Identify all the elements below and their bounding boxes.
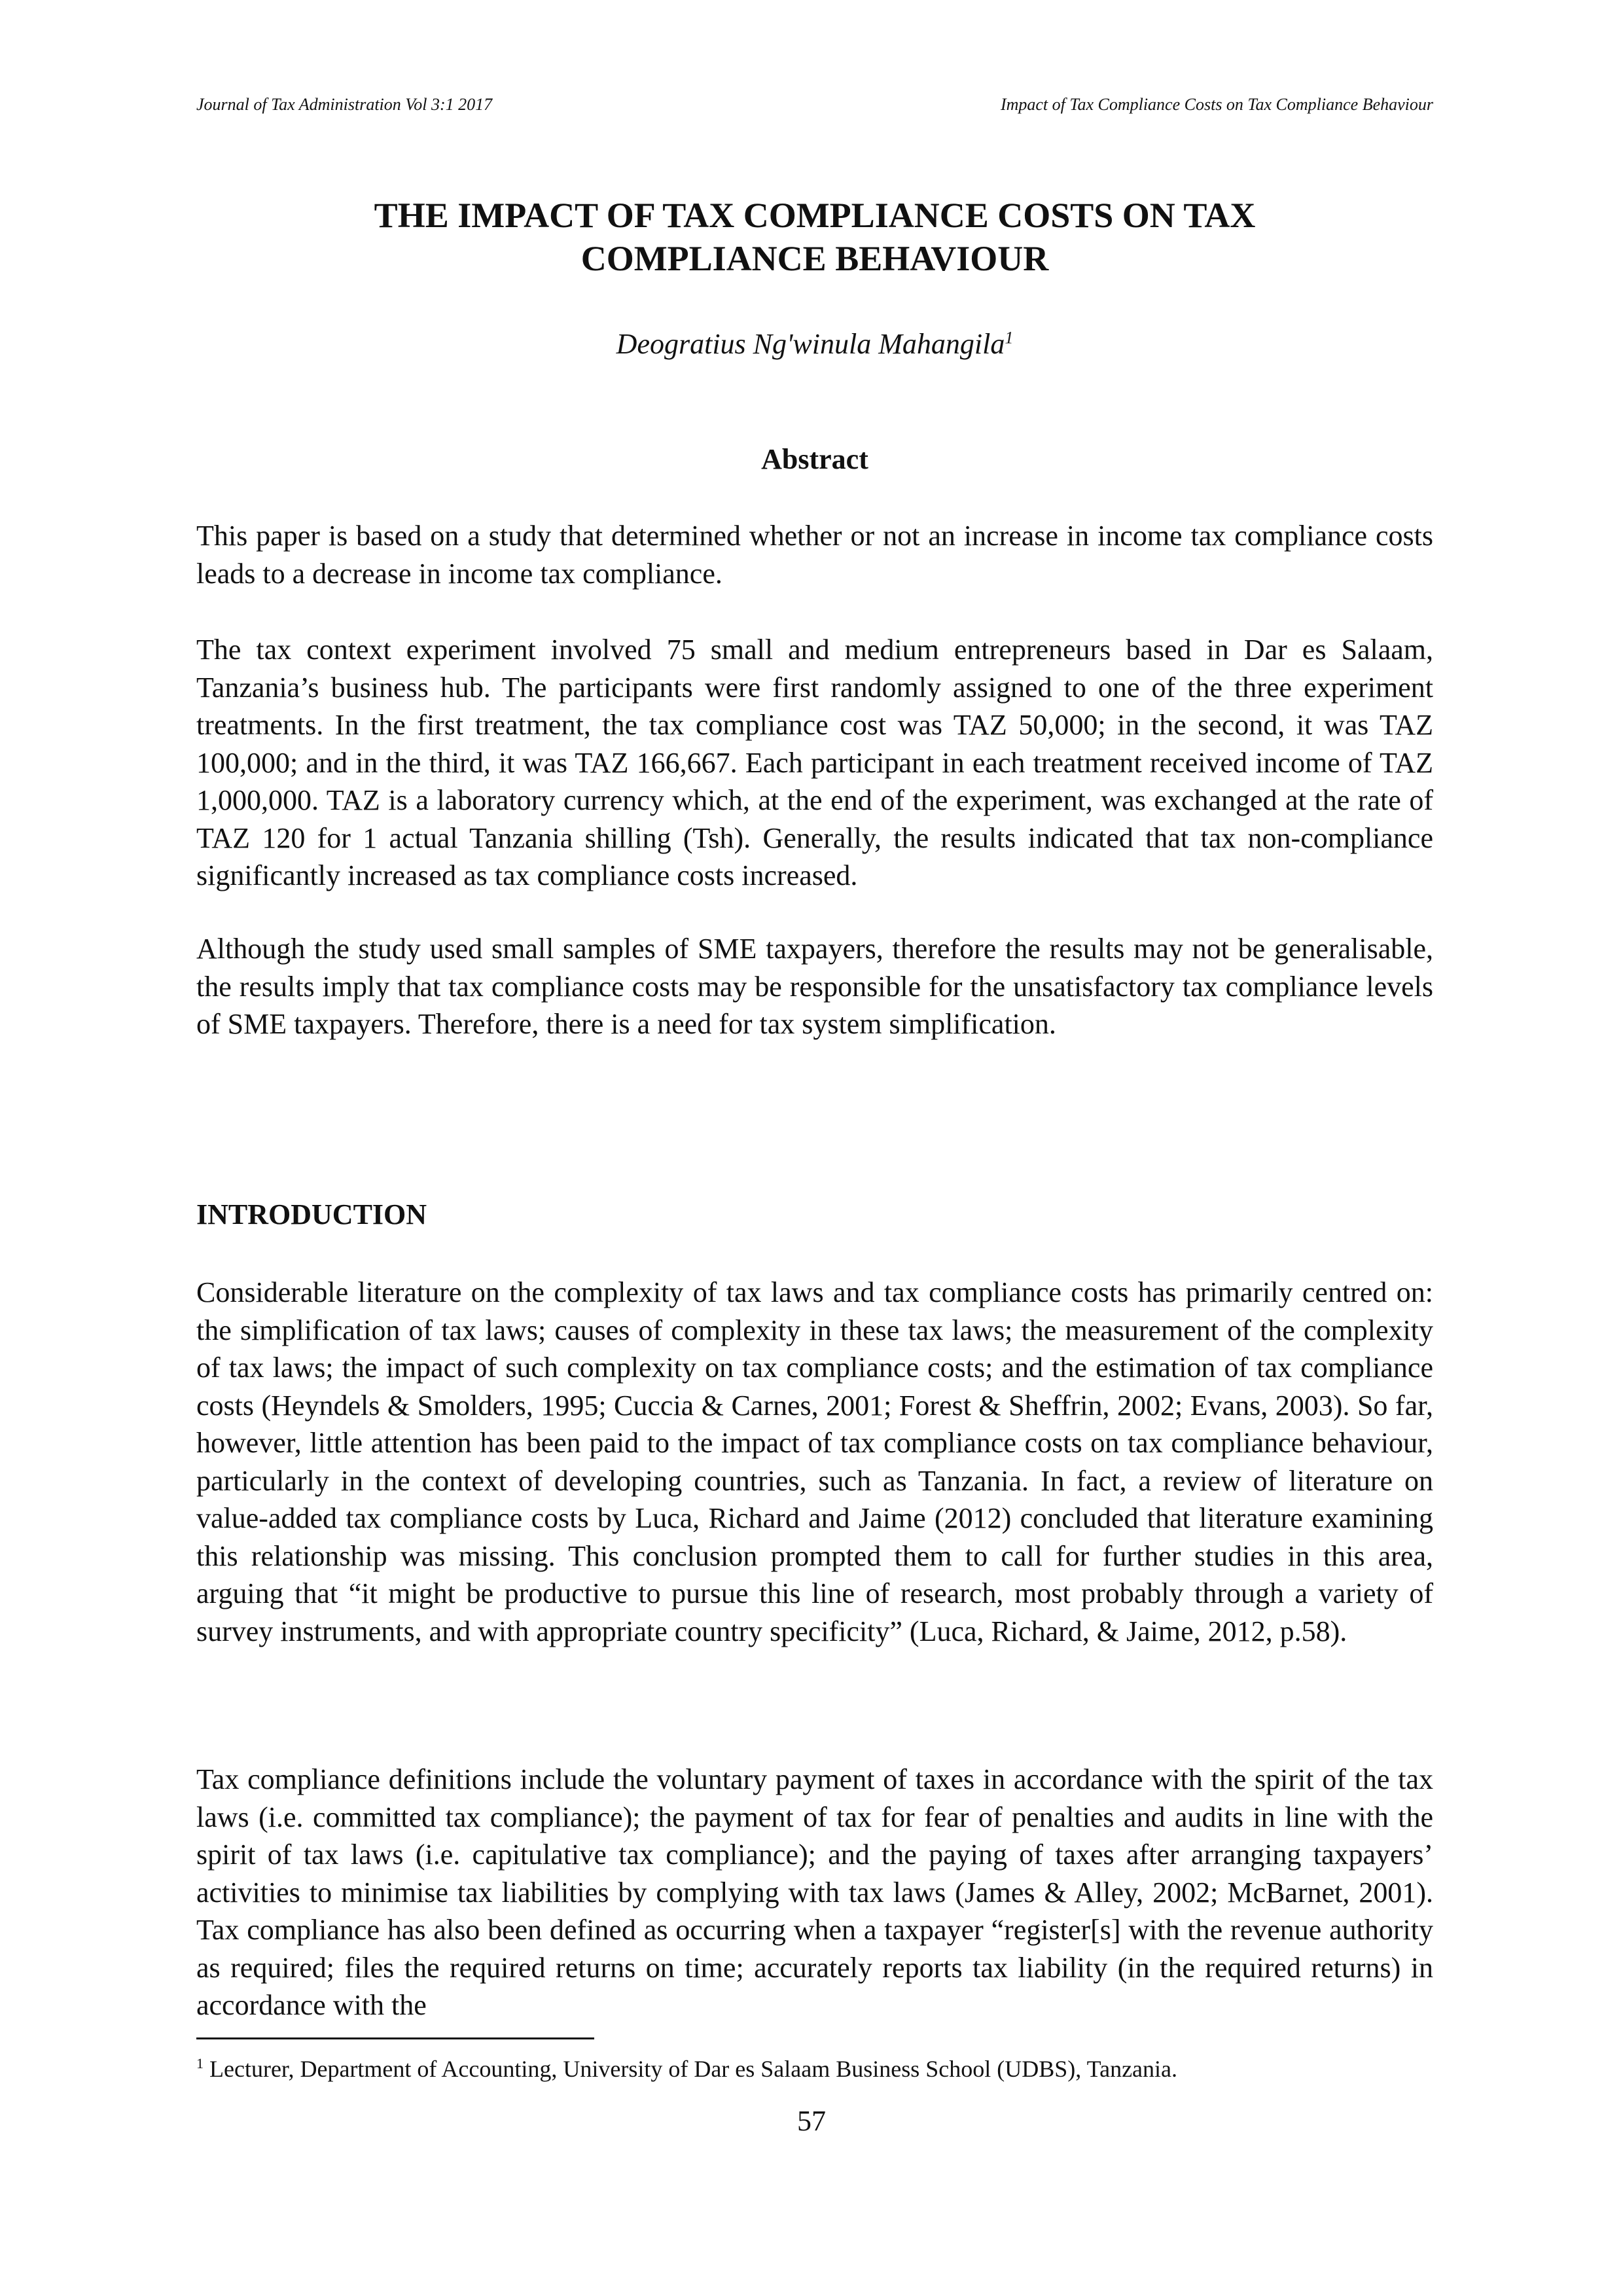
paper-title xyxy=(196,194,1433,280)
paper-title-line-1: THE IMPACT OF TAX COMPLIANCE COSTS ON TAX xyxy=(374,196,1256,235)
page-number: 57 xyxy=(797,2105,826,2137)
paper-title-line-2: COMPLIANCE BEHAVIOUR xyxy=(580,239,1049,278)
introduction-paragraph-2: Tax compliance definitions include the voluntary payment of taxes in accordance with the spirit of the tax laws (i.e. committed tax compliance); the payment of tax for fear of penalties and audits in line with the spirit of tax laws (i.e. capitulative tax compliance); and the paying of taxes after arranging taxpayers’ activities to minimise tax liabilities by complying with tax laws (James & Alley, 2002; McBarnet, 2001). Tax compliance has also been defined as occurring when a taxpayer “register[s] with the revenue authority as required; files the required returns on time; accurately reports tax liability (in the required returns) in accordance with the xyxy=(196,1763,1433,2021)
author-name: Deogratius Ng'winula Mahangila xyxy=(616,328,1005,360)
abstract-heading: Abstract xyxy=(761,443,868,475)
author-byline xyxy=(196,327,1433,361)
running-header-journal: Journal of Tax Administration Vol 3:1 2017 xyxy=(196,95,493,114)
footnote xyxy=(196,2055,1433,2083)
footnote-mark: 1 xyxy=(196,2055,204,2072)
abstract-paragraph-2: The tax context experiment involved 75 small and medium entrepreneurs based in Dar es Salaam, Tanzania’s business hub. The participants were first randomly assigned to one of the three experiment treatments. In the first treatment, the tax compliance cost was TAZ 50,000; in the second, it was TAZ 100,000; and in the third, it was TAZ 166,667. Each participant in each treatment received income of TAZ 1,000,000. TAZ is a laboratory currency which, at the end of the experiment, was exchanged at the rate of TAZ 120 for 1 actual Tanzania shilling (Tsh). Generally, the results indicated that tax non-compliance significantly increased as tax compliance costs increased. xyxy=(196,634,1433,891)
footnote-divider xyxy=(196,2037,594,2039)
author-footnote-mark[interactable]: 1 xyxy=(1005,328,1014,348)
running-header xyxy=(196,95,1433,115)
abstract-paragraph-1: This paper is based on a study that determined whether or not an increase in income tax compliance costs leads to a decrease in income tax compliance. xyxy=(196,520,1433,590)
running-header-short-title: Impact of Tax Compliance Costs on Tax Compliance Behaviour xyxy=(1000,95,1433,114)
footnote-text: Lecturer, Department of Accounting, University of Dar es Salaam Business School (UDBS), Tanzania. xyxy=(209,2056,1178,2082)
introduction-paragraph-1: Considerable literature on the complexity of tax laws and tax compliance costs has primarily centred on: the simplification of tax laws; causes of complexity in these tax laws; the measurement of the complexity of tax laws; the impact of such complexity on tax compliance costs; and the estimation of tax compliance costs (Heyndels & Smolders, 1995; Cuccia & Carnes, 2001; Forest & Sheffrin, 2002; Evans, 2003). So far, however, little attention has been paid to the impact of tax compliance costs on tax compliance behaviour, particularly in the context of developing countries, such as Tanzania. In fact, a review of literature on value-added tax compliance costs by Luca, Richard and Jaime (2012) concluded that literature examining this relationship was missing. This conclusion prompted them to call for further studies in this area, arguing that “it might be productive to pursue this line of research, most probably through a variety of survey instruments, and with appropriate country specificity” (Luca, Richard, & Jaime, 2012, p.58). xyxy=(196,1276,1433,1647)
abstract-paragraph-3: Although the study used small samples of SME taxpayers, therefore the results may not be generalisable, the results imply that tax compliance costs may be responsible for the unsatisfactory tax compliance levels of SME taxpayers. Therefore, there is a need for tax system simplification. xyxy=(196,933,1433,1040)
introduction-heading: INTRODUCTION xyxy=(196,1198,427,1230)
